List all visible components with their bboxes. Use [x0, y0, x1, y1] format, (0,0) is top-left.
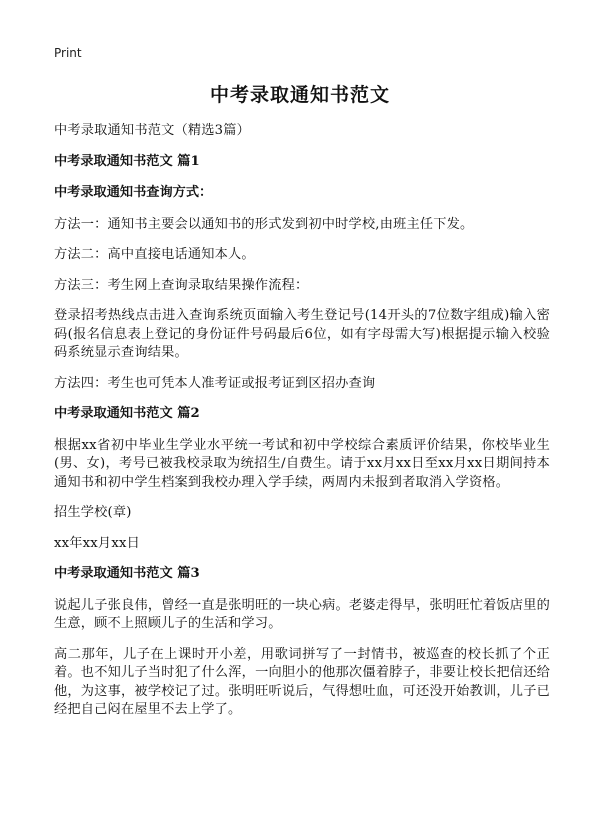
story-paragraph-1: 说起儿子张良伟，曾经一直是张明旺的一块心病。老婆走得早，张明旺忙着饭店里的生意，顾不上照顾儿子的生活和学习。	[54, 597, 550, 631]
method-4-text: 方法四：考生也可凭本人准考证或报考证到区招办查询	[54, 375, 376, 391]
page-title: 中考录取通知书范文	[209, 84, 390, 106]
document-subtitle: 中考录取通知书范文（精选3篇）	[54, 123, 251, 138]
story-paragraph-2: 高二那年，儿子在上课时开小差，用歌词拼写了一封情书，被巡查的校长抓了个正着。也不知儿子当时犯了什么浑，一向胆小的他那次僵着脖子，非要让校长把信还给他，为这事，被学校记了过。张明旺听说后，气得想吐血，可还没开始教训，儿子已经把自己闷在屋里不去上学了。	[54, 646, 550, 717]
method-2-text: 方法二：高中直接电话通知本人。	[54, 247, 255, 262]
query-method-heading: 中考录取通知书查询方式：	[54, 185, 213, 200]
print-link[interactable]: Print	[54, 46, 82, 60]
section-3-heading: 中考录取通知书范文 篇3	[54, 566, 200, 581]
admission-notice-body: 根据xx省初中毕业生学业水平统一考试和初中学校综合素质评价结果，你校毕业生(男、女)，考号已被我校录取为统招生/自费生。请于xx月xx日至xx月xx日期间持本通知书和初中学生档案到我校办理入学手续，两周内未报到者取消入学资格。	[54, 437, 550, 490]
notice-date: xx年xx月xx日	[54, 535, 140, 551]
method-3-text: 方法三：考生网上查询录取结果操作流程：	[54, 277, 309, 293]
section-1-heading: 中考录取通知书范文 篇1	[54, 153, 200, 169]
section-2-heading: 中考录取通知书范文 篇2	[54, 406, 200, 421]
method-1-text: 方法一：通知书主要会以通知书的形式发到初中时学校,由班主任下发。	[54, 216, 474, 232]
query-process-text: 登录招考热线点击进入查询系统页面输入考生登记号(14开头的7位数字组成)输入密码(报名信息表上登记的身份证件号码最后6位，如有字母需大写)根据提示输入校验码系统显示查询结果。	[54, 308, 550, 360]
school-signature: 招生学校(章)	[54, 505, 132, 520]
document-body	[54, 122, 550, 732]
